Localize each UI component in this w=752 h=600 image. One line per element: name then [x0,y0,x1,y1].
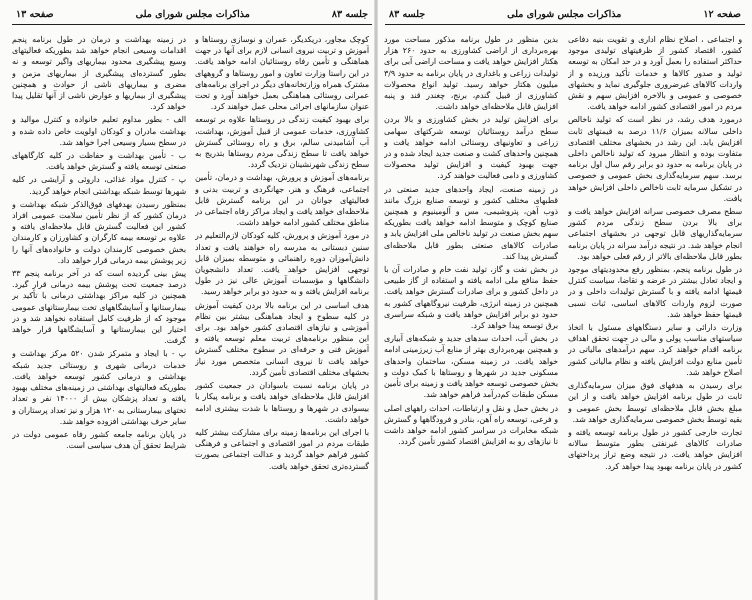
paragraph: کوچک مجاور، دریکدیگر، عمران و نوسازی روستاها و آموزش و تربیت نیروی انسانی لازم برای آنها در جهت هماهنگی و تأمین رفاه روستائیان ادامه خواهد یافت. در این راستا وزارت تعاون و امور روستاها و گروههای مشترک همراه وزارتخانه‌های دیگر در اجرای برنامه‌های عمرانی روستائی هماهنگی بعمل خواهند آورد و تحت عنوان سازمانهای اجرائی محلی عمل خواهند کرد. [195,35,369,112]
right-page-inner-column [384,34,558,592]
paragraph: برای رسیدن به هدفهای فوق میزان سرمایه‌گذاری ثابت در طول برنامه افزایش خواهد یافت و از این مبلغ بخش قابل ملاحظه‌ای توسط بخش عمومی و بقیه توسط بخش خصوصی سرمایه‌گذاری خواهد شد. [568,381,742,424]
right-page-title: مذاکرات مجلس شورای ملی [507,9,622,20]
paragraph: برنامه‌های آموزش و پرورش، بهداشت و درمان، تأمین اجتماعی، فرهنگ و هنر، جهانگردی و تربیت بدنی و فعالیتهای جوانان در این برنامه گسترش قابل ملاحظه‌ای خواهد یافت و ایجاد مراکز رفاه اجتماعی در مناطق مختلف کشور ادامه خواهد داشت. [195,173,369,228]
paragraph: در بخش آب، احداث سدهای جدید و شبکه‌های آبیاری و همچنین بهره‌برداری بهتر از منابع آب زیرزمینی ادامه خواهد یافت. در زمینه مسکن، ساختمان واحدهای مسکونی جدید در شهرها و روستاها با کمک دولت و بخش خصوصی توسعه خواهد یافت و زمینه برای تأمین مسکن طبقات کم‌درآمد فراهم خواهد شد. [384,334,558,400]
paragraph: پیش بینی گردیده است که در آخر برنامه پنجم ۳۳ درصد جمعیت تحت پوشش بیمه درمانی قرار گیرد. همچنین در کلیه مراکز بهداشتی درمانی با تأکید بر بیمارستانها و آسایشگاههای تخت بیمارستانهای عمومی موجود که از ظرفیت کامل استفاده نخواهد شد و در اختیار این بیمارستانها و آسایشگاهها قرار خواهد گرفت. [12,269,186,346]
left-page-session: جلسه ۸۳ [331,9,368,20]
paragraph: در مورد آموزش و پرورش، کلیه کودکان لازم‌التعلیم در سنین دبستانی به مدرسه راه خواهند یافت و تعداد دانش‌آموزان دوره راهنمائی و متوسطه بمیزان قابل توجهی افزایش خواهد یافت. تعداد دانشجویان دانشگاهها و مؤسسات آموزش عالی نیز در طول برنامه افزایش یافته و به حدود دو برابر خواهد رسید. [195,231,369,297]
paragraph: هدف اساسی در این برنامه بالا بردن کیفیت آموزش در کلیه سطوح و ایجاد هماهنگی بیشتر بین نظام آموزشی و نیازهای اقتصادی کشور خواهد بود. برای این منظور برنامه‌های تربیت معلم توسعه یافته و آموزش فنی و حرفه‌ای در سطوح مختلف گسترش خواهد یافت تا نیروی انسانی متخصص مورد نیاز بخشهای مختلف اقتصادی تأمین گردد. [195,300,369,377]
right-page-session: جلسه ۸۳ [389,9,426,20]
paragraph: پ - کنترل مواد غذائی، داروئی و آرایشی در کلیه شهرها توسط شبکه بهداشتی انجام خواهد گردید. [12,175,186,196]
paragraph: الف - بطور مداوم تعلیم خانواده و کنترل موالید و بهداشت مادران و کودکان اولویت خاص داده شده و در سطح بسیار وسیعی اجرا خواهد شد. [12,115,186,147]
paragraph: و اجتماعی ، اصلاح نظام اداری و تقویت بنیه دفاعی کشور، اقتصاد کشور از ظرفیتهای تولیدی موجود حداکثر استفاده را بعمل آورد و در حد امکان به توسعه تولید و صدور کالاها و خدمات تأکید ورزیده و از واردات کالاهای غیرضروری جلوگیری نماید و بخشهای خصوصی و عمومی و بالاخره افزایش سهم و نقش مردم در امور اقتصادی کشور ادامه خواهد یافت. [568,35,742,112]
left-page-number: صفحه ۱۳ [16,9,54,20]
paragraph: برای افزایش تولید در بخش کشاورزی و بالا بردن سطح درآمد روستائیان توسعه شرکتهای سهامی زراعی و تعاونیهای روستائی ادامه خواهد یافت و همچنین واحدهای کشت و صنعت جدید ایجاد شده و در جهت بهبود کیفیت و افزایش تولید محصولات کشاورزی و دامی فعالیت خواهند کرد. [384,115,558,181]
paragraph: ب - تأمین بهداشت و حفاظت در کلیه کارگاههای صنعتی توسعه یافته و گسترش خواهد یافت. [12,151,186,172]
left-page-outer-column [12,34,186,592]
paragraph: با اجرای این برنامه‌ها زمینه برای مشارکت بیشتر کلیه طبقات مردم در امور اقتصادی و اجتماعی و فرهنگی کشور فراهم خواهد گردید و عدالت اجتماعی بصورت گسترده‌تری تحقق خواهد یافت. [195,427,369,471]
paragraph: در پایان برنامه نسبت باسوادان در جمعیت کشور افزایش قابل ملاحظه‌ای خواهد یافت و برنامه پیکار با بیسوادی در شهرها و روستاها با شدت بیشتری ادامه خواهد داشت. [195,381,369,424]
right-page-outer-column [568,34,742,592]
paragraph: پ - با ایجاد و متمرکز شدن ۵۲۰ مرکز بهداشت و خدمات درمانی شهری و روستائی جدید شبکه بهداشتی و درمانی کشور توسعه خواهد یافت. بطوریکه فعالیتهای بهداشتی در زمینه‌های مختلف بهبود یافته و تعداد پزشکان بیش از ۱۴۰۰۰ نفر و تعداد تختهای بیمارستانی به ۱۲۰ هزار و نیز تعداد پرستاران و سایر حرف بهداشتی افزوده خواهد شد. [12,349,186,426]
paragraph: در بخش حمل و نقل و ارتباطات، احداث راههای اصلی و فرعی، توسعه راه آهن، بنادر و فرودگاهها و گسترش شبکه مخابرات در سراسر کشور ادامه خواهد داشت تا نیازهای رو به افزایش اقتصاد کشور تأمین گردد. [384,403,558,447]
paragraph: بدین منظور در طول برنامه مذکور مساحت مورد بهره‌برداری از اراضی کشاورزی به حدود ۲۶۰ هزار هکتار افزایش خواهد یافت و مساحت اراضی آبی برای تولیدات زراعی و باغداری در پایان برنامه به حدود ۳/۹ میلیون هکتار خواهد رسید. تولید انواع محصولات کشاورزی از قبیل گندم، برنج، چغندر قند و پنبه افزایش قابل ملاحظه‌ای خواهد داشت. [384,35,558,112]
left-page-header [12,5,372,25]
paragraph: برای بهبود کیفیت زندگی در روستاها علاوه بر توسعه کشاورزی، خدمات عمومی از قبیل آموزش، بهداشت، آب آشامیدنی سالم، برق و راه روستائی گسترش خواهد یافت تا سطح زندگی مردم روستاها بتدریج به سطح زندگی شهرنشینان نزدیک گردد. [195,115,369,170]
paragraph: در بخش نفت و گاز، تولید نفت خام و صادرات آن با حفظ منافع ملی ادامه یافته و استفاده از گاز طبیعی در داخل کشور و برای صادرات گسترش خواهد یافت. همچنین در زمینه انرژی، ظرفیت نیروگاههای کشور به حدود دو برابر افزایش خواهد یافت و شبکه سراسری برق توسعه پیدا خواهد کرد. [384,265,558,331]
right-page-header [385,5,745,25]
paragraph: سطح مصرف خصوصی سرانه افزایش خواهد یافت و برای بالا بردن سطح زندگی مردم کشور سرمایه‌گذاریهای قابل توجهی در بخشهای اجتماعی انجام خواهد شد. در نتیجه درآمد سرانه در پایان برنامه بطور قابل ملاحظه‌ای بالاتر از رقم فعلی خواهد بود. [568,207,742,261]
left-page-inner-column [195,34,369,592]
paragraph: درمورد هدف رشد، در نظر است که تولید ناخالص داخلی سالانه بمیزان ۱۱/۶ درصد به قیمتهای ثابت افزایش یابد. این رشد در بخشهای مختلف اقتصادی متفاوت بوده و انتظار میرود که تولید ناخالص داخلی در پایان برنامه به حدود دو برابر رقم سال اول برنامه برسد. سهم سرمایه‌گذاری بخش عمومی و خصوصی در تشکیل سرمایه ثابت ناخالص داخلی افزایش خواهد یافت. [568,115,742,203]
paragraph: در پایان برنامه جامعه کشور رفاه عمومی دولت در شرایط تحقق آن هدف سیاسی است. [12,429,186,451]
paragraph: در زمینه صنعت، ایجاد واحدهای جدید صنعتی در قطبهای مختلف کشور و توسعه صنایع بزرگ مانند ذوب آهن، پتروشیمی، مس و آلومینیوم و همچنین صنایع کوچک و متوسط ادامه خواهد یافت بطوریکه سهم بخش صنعت در تولید ناخالص ملی افزایش یابد و صادرات کالاهای صنعتی بطور قابل ملاحظه‌ای گسترش پیدا کند. [384,184,558,261]
paragraph: در زمینه بهداشت و درمان در طول برنامه پنجم اقدامات وسیعی انجام خواهد شد بطوریکه فعالیتهای وسیع پیشگیری محدود بیماریهای واگیر توسعه و نه بطور گسترده‌ای پیشگیری از بیماریهای مزمن و مضری و بیماریهای ناشی از حوادث و همچنین پیشگیری از بیماریها و عوارض ناشی از آنها تقلیل پیدا خواهد کرد. [12,35,186,112]
paragraph: تجارت خارجی کشور در طول برنامه توسعه یافته و صادرات کالاهای غیرنفتی بطور متوسط سالانه افزایش خواهد یافت. در نتیجه وضع تراز پرداختهای کشور در پایان برنامه بهبود پیدا خواهد کرد. [568,427,742,471]
right-page-number: صفحه ۱۲ [703,9,741,20]
paragraph: در طول برنامه پنجم، بمنظور رفع محدودیتهای موجود و ایجاد تعادل بیشتر در عرضه و تقاضا، سیاست کنترل قیمتها ادامه یافته و با گسترش تولیدات داخلی و در صورت لزوم واردات کالاهای اساسی، ثبات نسبی قیمتها حفظ خواهد شد. [568,265,742,319]
paragraph: وزارت دارائی و سایر دستگاههای مسئول با اتخاذ سیاستهای مناسب پولی و مالی در جهت تحقق اهداف برنامه اقدام خواهند کرد. سهم درآمدهای مالیاتی در تأمین منابع دولت افزایش یافته و نظام مالیاتی کشور اصلاح خواهد شد. [568,323,742,377]
left-page-title: مذاکرات مجلس شورای ملی [135,9,250,20]
paragraph: بمنظور رسیدن بهدفهای فوق‌الذکر شبکه بهداشت و درمان کشور که از نظر تأمین سلامت عمومی افراد کشور این فعالیت گسترش قابل ملاحظه‌ای یافته و علاوه بر توسعه بیمه کارگران و کشاورزان و کارمندان بخش خصوصی کارمندان دولت و خانواده‌های آنها را زیر پوشش بیمه درمانی قرار خواهد داد. [12,199,186,265]
